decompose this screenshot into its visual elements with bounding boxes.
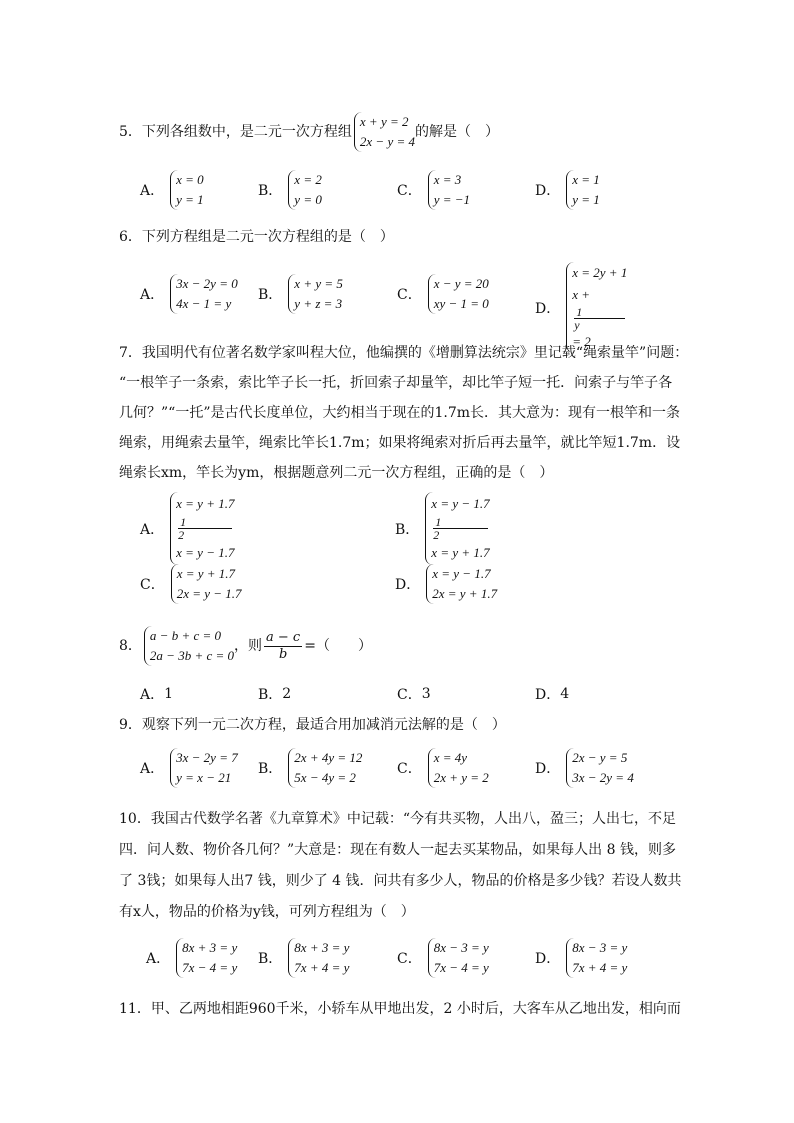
question-6 — [119, 222, 679, 252]
q7-option-c[interactable]: C． x = y + 1.7 2x = y − 1.7 — [140, 564, 242, 604]
q6-option-b[interactable]: B． x + y = 5 y + z = 3 — [258, 274, 343, 314]
q7-options-cd — [140, 564, 680, 608]
question-9 — [119, 710, 679, 740]
q6-text: 6．下列方程组是二元一次方程组的是（ ） — [119, 229, 394, 245]
q7-option-b[interactable]: B． x = y − 1.7 1 2 x = y + 1.7 — [395, 492, 490, 565]
q5-text-b: 的解是（ ） — [415, 124, 499, 140]
q7-options-ab — [140, 492, 680, 560]
question-8: 8． a − b + c = 0 2a − 3b + c = 0 ，则 $\frac{a - c}{b}$ =（ ） — [119, 626, 679, 666]
q7-option-d[interactable]: D． x = y − 1.7 2x = y + 1.7 — [395, 564, 497, 604]
q10-option-b[interactable]: B． 8x + 3 = y 7x + 4 = y — [258, 938, 349, 978]
q8-option-d[interactable]: D． 4 — [535, 686, 570, 703]
q8-option-c[interactable]: C． 3 — [397, 686, 431, 703]
q9-option-d[interactable]: D． 2x − y = 5 3x − 2y = 4 — [535, 748, 634, 788]
q6-options — [140, 265, 680, 349]
q10-option-c[interactable]: C． 8x − 3 = y 7x − 4 = y — [397, 938, 489, 978]
q8-option-a[interactable]: A． 1 — [140, 686, 174, 703]
q5-option-b[interactable]: B． x = 2 y = 0 — [258, 170, 322, 210]
q5-equation-system: x + y = 2 2x − y = 4 — [354, 112, 415, 152]
q9-options — [140, 748, 680, 792]
question-5 — [119, 112, 679, 152]
q10-options — [146, 938, 686, 982]
q9-option-a[interactable]: A． 3x − 2y = 7 y = x − 21 — [140, 748, 238, 788]
q5-text-a: 5．下列各组数中，是二元一次方程组 — [119, 124, 352, 140]
q8-options — [140, 684, 680, 708]
q10-option-a[interactable]: A． 8x + 3 = y 7x − 4 = y — [146, 938, 237, 978]
q8-number: 8． — [119, 638, 142, 654]
q11-text: 11．甲、乙两地相距960千米，小轿车从甲地出发，2 小时后，大客车从乙地出发，相向而 — [119, 1001, 681, 1017]
q5-option-d[interactable]: D． x = 1 y = 1 — [535, 170, 600, 210]
q10-option-d[interactable]: D． 8x − 3 = y 7x + 4 = y — [535, 938, 627, 978]
q6-option-c[interactable]: C． x − y = 20 xy − 1 = 0 — [397, 274, 489, 314]
q9-option-b[interactable]: B． 2x + 4y = 12 5x − 4y = 2 — [258, 748, 362, 788]
q5-option-a[interactable]: A． x = 0 y = 1 — [140, 170, 204, 210]
q5-option-c[interactable]: C． x = 3 y = −1 — [397, 170, 470, 210]
q7-option-a[interactable]: A． x = y + 1.7 1 2 x = y − 1.7 — [140, 492, 234, 565]
q6-option-a[interactable]: A． 3x − 2y = 0 4x − 1 = y — [140, 274, 238, 314]
q6-option-d[interactable]: D． x = 2y + 1 x + 1 y = 2 — [535, 262, 627, 353]
question-10: 10．我国古代数学名著《九章算术》中记载：“今有共买物，人出八，盈三；人出七，不足 四．问人数、物价各几何？”大意是：现在有数人一起去买某物品，如果每人出 8 钱，则多 了 3钱；如果每人出7 钱，则少了 4 钱．问共有多少人，物品的价格是多少钱？若设人数共 有x人，物品的价格为y钱，可列方程组为（ ） — [119, 811, 682, 920]
question-11 — [119, 994, 679, 1024]
q8-option-b[interactable]: B． 2 — [258, 686, 292, 703]
q5-options — [140, 170, 680, 214]
question-7: 7．我国明代有位著名数学家叫程大位，他编撰的《增删算法统宗》里记载“绳索量竿”问题： “一根竿子一条索，索比竿子长一托，折回索子却量竿，却比竿子短一托．问索子与竿子各 几何？”“一托”是古代长度单位，大约相当于现在的1.7m长．其大意为：现有一根竿和一条 绳索，用绳索去量竿，绳索比竿长1.7m；如果将绳索对折后再去量竿，就比竿短1.7m．设 绳索长xm，竿长为ym，根据题意列二元一次方程组，正确的是（ ） — [119, 345, 689, 481]
q9-option-c[interactable]: C． x = 4y 2x + y = 2 — [397, 748, 489, 788]
q9-text: 9．观察下列一元二次方程，最适合用加减消元法解的是（ ） — [119, 717, 506, 733]
